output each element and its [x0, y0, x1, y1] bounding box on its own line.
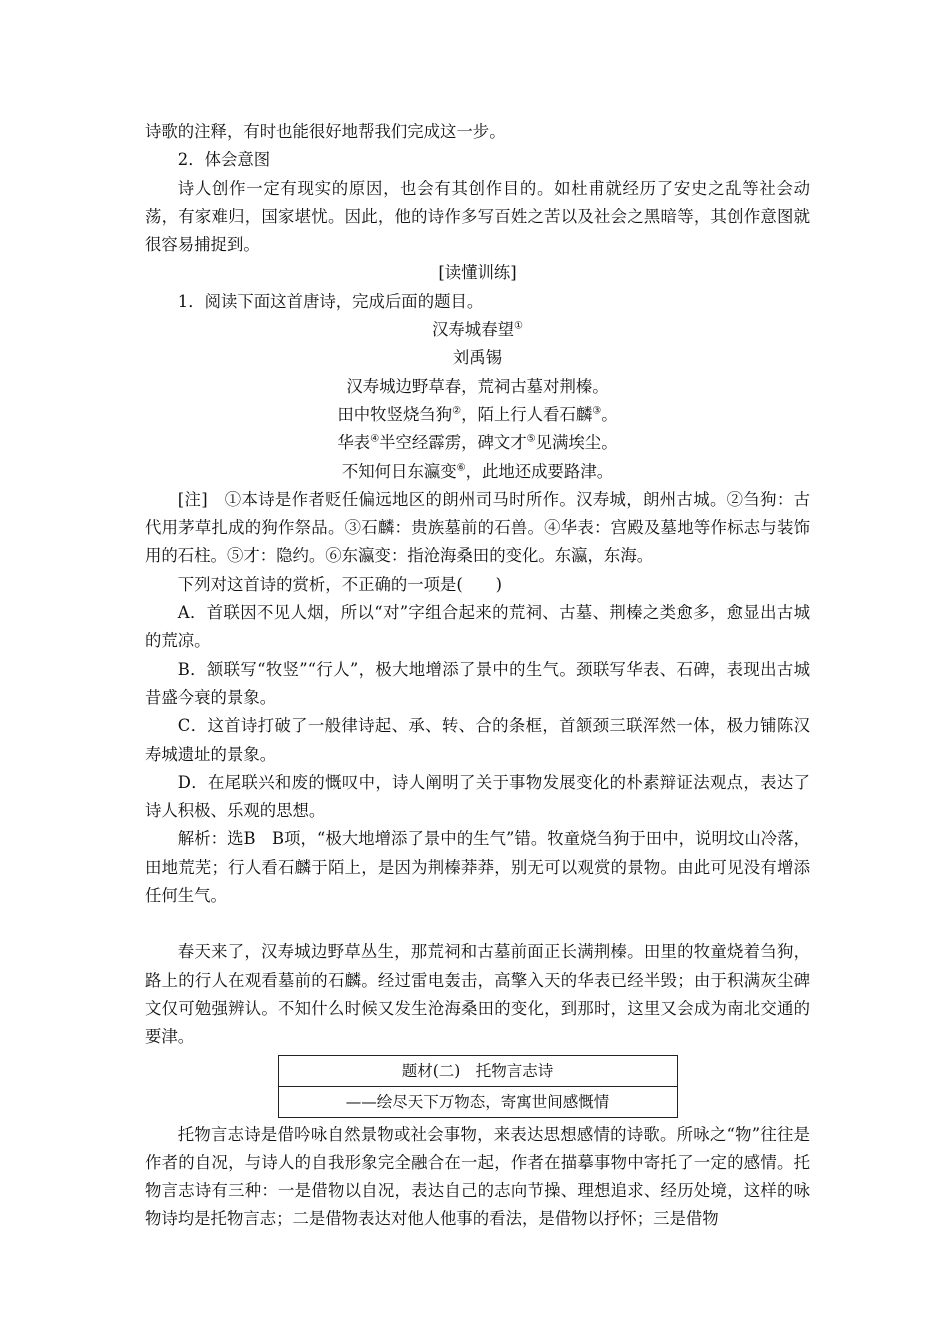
intro-paragraph: 诗人创作一定有现实的原因，也会有其创作目的。如杜甫就经历了安史之乱等社会动荡，有家难归，国家堪忧。因此，他的诗作多写百姓之苦以及社会之黑暗等，其创作意图就很容易捕捉到。: [145, 178, 810, 255]
answer-analysis: 解析：选B B项，“极大地增添了景中的生气”错。牧童烧刍狗于田中，说明坟山冷落，田地荒芜；行人看石麟于陌上，是因为荆榛莽莽，别无可以观赏的景物。由此可见没有增添任何生气。: [145, 829, 810, 906]
question-stem: 下列对这首诗的赏析，不正确的一项是( ): [177, 574, 503, 594]
option-b: B．颔联写“牧竖”“行人”，极大地增添了景中的生气。颈联写华表、石碑，表现出古城昔盛今衰的景象。: [145, 659, 810, 707]
topic-title: 题材(二) 托物言志诗: [401, 1061, 554, 1080]
poem-line-4: 不知何日东瀛变⑥，此地还成要路津。: [341, 461, 614, 481]
poem-title: 汉寿城春望①: [432, 320, 523, 340]
intro-continuation: 诗歌的注释，有时也能很好地帮我们完成这一步。: [145, 122, 506, 141]
topic-box: [278, 1055, 678, 1118]
training-title: [读懂训练]: [438, 263, 517, 283]
option-c: C．这首诗打破了一般律诗起、承、转、合的条框，首颔颈三联浑然一体，极力铺陈汉寿城遗址的景象。: [145, 716, 810, 764]
spacer: [145, 910, 810, 938]
document-page: [145, 118, 810, 1234]
poem-line-3: 华表④半空经霹雳，碑文才⑤见满埃尘。: [337, 433, 618, 453]
topic-subtitle: ——绘尽天下万物态，寄寓世间感慨情: [279, 1086, 677, 1117]
section-heading: 2．体会意图: [177, 150, 271, 170]
poem-author: 刘禹锡: [452, 348, 503, 368]
option-a: A．首联因不见人烟，所以“对”字组合起来的荒祠、古墓、荆榛之类愈多，愈显出古城的荒凉。: [145, 603, 810, 651]
poem: [145, 316, 810, 486]
question-1: 1．阅读下面这首唐诗，完成后面的题目。: [177, 291, 484, 311]
option-d: D．在尾联兴和废的慨叹中，诗人阐明了关于事物发展变化的朴素辩证法观点，表达了诗人积极、乐观的思想。: [145, 772, 810, 821]
poem-line-2: 田中牧竖烧刍狗②，陌上行人看石麟③。: [337, 404, 618, 424]
poem-notes: [注] ①本诗是作者贬任偏远地区的朗州司马时所作。汉寿城，朗州古城。②刍狗：古代用茅草扎成的狗作祭品。③石麟：贵族墓前的石兽。④华表：宫殿及墓地等作标志与装饰用的石柱。⑤才：隐约。⑥东瀛变：指沧海桑田的变化。东瀛，东海。: [145, 489, 810, 566]
closing-paragraph: 托物言志诗是借吟咏自然景物或社会事物，来表达思想感情的诗歌。所咏之“物”往往是作者的自况，与诗人的自我形象完全融合在一起，作者在描摹事物中寄托了一定的感情。托物言志诗有三种：一是借物以自况，表达自己的志向节操、理想追求、经历处境，这样的咏物诗均是托物言志；二是借物表达对他人他事的看法，是借物以抒怀；三是借物: [145, 1124, 810, 1229]
translation-paragraph: 春天来了，汉寿城边野草丛生，那荒祠和古墓前面正长满荆榛。田里的牧童烧着刍狗，路上的行人在观看墓前的石麟。经过雷电轰击，高擎入天的华表已经半毁；由于积满灰尘碑文仅可勉强辨认。不知什么时候又发生沧海桑田的变化，到那时，这里又会成为南北交通的要津。: [145, 942, 810, 1047]
poem-line-1: 汉寿城边野草春，荒祠古墓对荆榛。: [346, 376, 609, 396]
